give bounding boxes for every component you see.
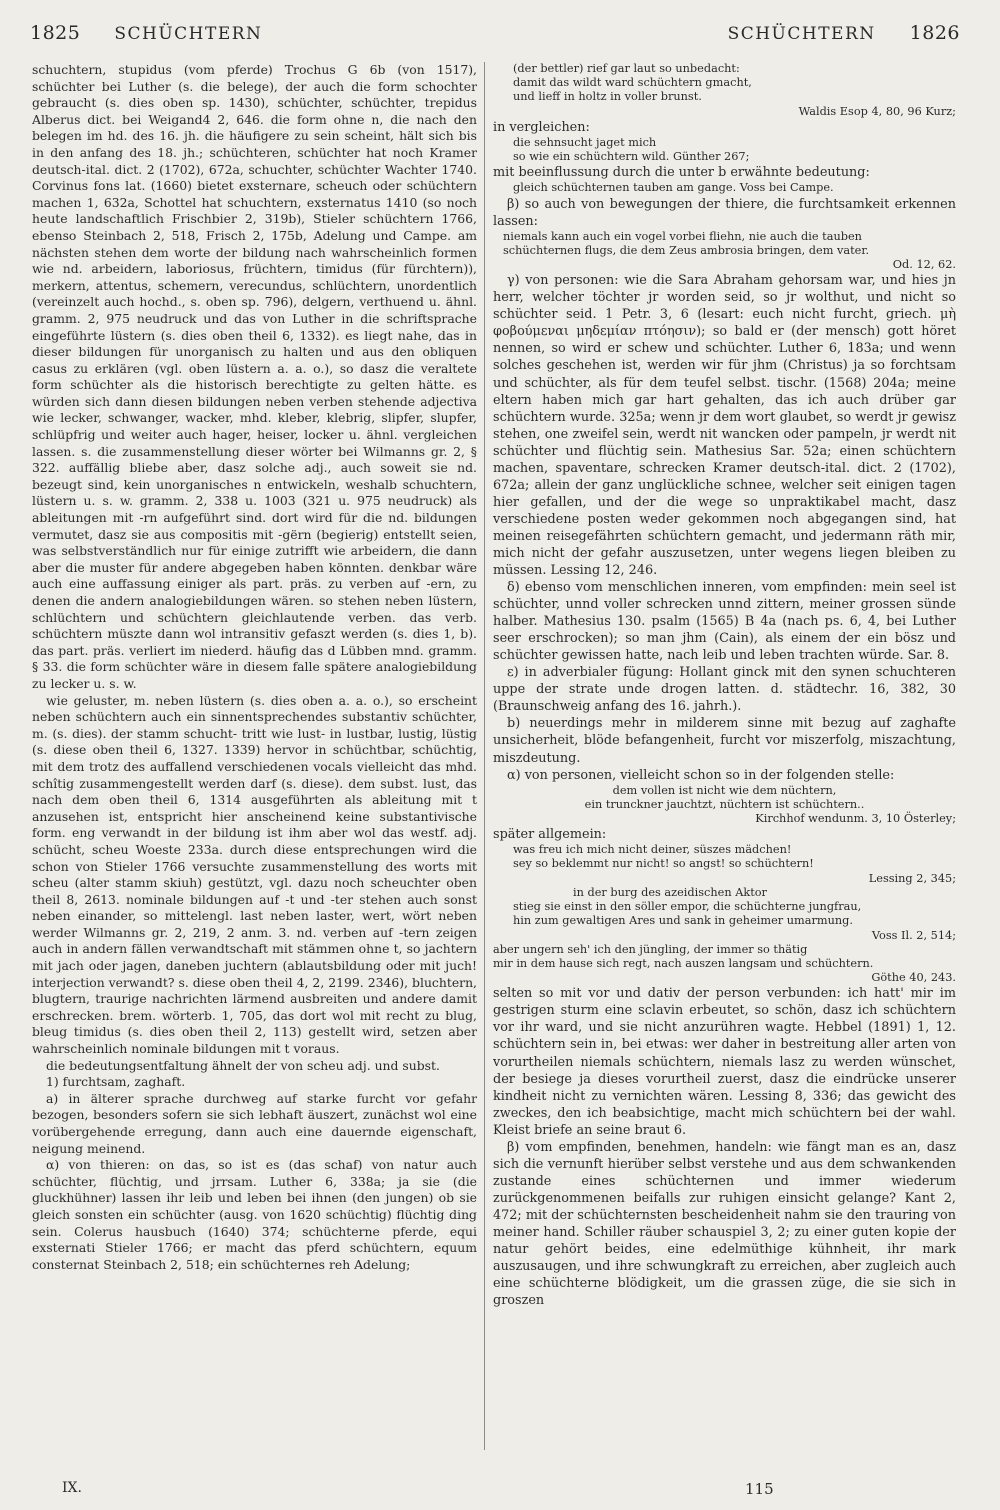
right-column (493, 62, 956, 1455)
sense-b-alpha-paragraph: α) von personen, vielleicht schon so in der folgenden stelle: (507, 767, 895, 783)
text-line: mit beeinflussung durch die unter b erwähnte bedeutung: (493, 165, 870, 181)
quote-block (513, 181, 956, 195)
left-running-head: SCHÜCHTERN (114, 24, 263, 44)
quote-block (493, 784, 956, 812)
quote-block (493, 943, 956, 971)
quote-line: ein trunckner jauchtzt, nüchtern ist schüchtern.. (584, 797, 865, 811)
usage-paragraph: selten so mit vor und dativ der person verbunden: ich hatt' mir im gestrigen sturm eine sclavin erbeutet, so schön, dasz ich schüchtern vor ihr ward, und sie nicht anzurühren wagte. Hebbel (1891) 1, 12. schüchtern sein in, bei etwas: wer daher in bestreitung aller arten von vorurtheilen niemals schüchtern, niemals lasz zu werden wünschet, der besiege ja dieses vorurtheil zuerst, dasz die eindrücke unserer kindheit nicht zu vernichten wären. Lessing 8, 336; das gewicht des zweckes, den ich beabsichtige, macht mich schüchtern bei der wahl. Kleist briefe an seine braut 6. (493, 986, 956, 1138)
quote-line: gleich schüchternen tauben am gange. Voss bei Campe. (513, 181, 834, 195)
citation: Od. 12, 62. (892, 258, 956, 272)
text-line: in vergleichen: (493, 119, 590, 135)
citation: Lessing 2, 345; (868, 871, 956, 885)
sense-1a-paragraph: a) in älterer sprache durchweg auf starke furcht vor gefahr bezogen, besonders sofern sie sich lebhaft äuszert, zunächst wol eine vorübergehende erregung, dann auch eine dauernde eigenschaft, neigung meinend. (32, 1090, 477, 1156)
quote-line: sey so beklemmt nur nicht! so angst! so schüchtern! (513, 857, 814, 871)
quote-line: und lieff in holtz in voller brunst. (513, 90, 702, 104)
citation: Waldis Esop 4, 80, 96 Kurz; (798, 104, 956, 118)
sense-delta-paragraph: δ) ebenso vom menschlichen inneren, vom empfinden: mein seel ist schüchter, unnd voller schrecken unnd zittern, meiner grossen sünde halber. Mathesius 130. psalm (1565) B 4a (nach ps. 6, 4, bei Luther seer erschrocken); so man jhm (Cain), als einem der ein bösz und schüchter gewissen hatte, nach leib und leben trachten würde. Sar. 8. (493, 580, 956, 664)
right-page-number: 1826 (909, 22, 960, 44)
citation: Voss Il. 2, 514; (871, 928, 956, 942)
semantic-development-paragraph: die bedeutungsentfaltung ähnelt der von scheu adj. und subst. (46, 1057, 440, 1073)
sense-gamma-paragraph: γ) von personen: wie die Sara Abraham gehorsam war, und hies jn herr, welcher töchter jr worden seid, so jr wolthut, und nicht so schüchter seid. 1 Petr. 3, 6 (lesart: euch nicht furcht, griech. μὴ φοβούμεναι μηδεμίαν πτόησιν); so bald er (der mensch) gott höret nennen, so wird er schew und schüchter. Luther 6, 183a; und wenn solches geschehen ist, werden wir für jhm (Christus) ja so forchtsam und schüchter, als für dem teufel selbst. tischr. (1568) 204a; meine eltern haben mich gar hart gehalten, das ich auch drüber gar schüchtern wurde. 325a; wenn jr dem wort glaubet, so werdt jr gewisz stehen, one zweifel sein, werdt nit wancken oder pampeln, jr werdt nit schüchter und flüchtig sein. Mathesius Sar. 52a; einen schüchtern machen, spaventare, schrecken Kramer deutsch-ital. dict. 2 (1702), 672a; allein der ganz unglückliche schnee, welcher seit einigen tagen hier gefallen, und der die wege so unpraktikabel macht, dasz verschiedene posten weder gekommen noch abgegangen sind, hat meinen reisegefährten schüchtern gemacht, und jedermann räth mir, mich nicht der gefahr auszusetzen, unter wegens liegen bleiben zu müssen. Lessing 12, 246. (493, 273, 956, 579)
header-left (30, 22, 262, 44)
quote-line: so wie ein schüchtern wild. Günther 267; (513, 150, 750, 164)
quote-line: in der burg des azeidischen Aktor (573, 885, 767, 899)
quote-line: stieg sie einst in den söller empor, die schüchterne jungfrau, (513, 900, 862, 914)
quote-line: was freu ich mich nicht deiner, süszes mädchen! (513, 843, 792, 857)
sense-1a-alpha-paragraph: α) von thieren: on das, so ist es (das schaf) von natur auch schüchter, flüchtig, und jrrsam. Luther 6, 338a; ja sie (die gluckhühner) lassen ihr leib und leben bei ihnen (den jungen) ob sie gleich sonsten ein schüchter (ausg. von 1620 schüchtig) flüchtig ding sein. Colerus hausbuch (1640) 374; schüchterne pferde, equi exsternati Stieler 1766; er macht das pferd schüchtern, equum consternat Steinbach 2, 518; ein schüchternes reh Adelung; (32, 1157, 477, 1272)
etymology-paragraph: schuchtern, stupidus (vom pferde) Trochus G 6b (von 1517), schüchter bei Luther (s. die belege), der auch die form schochter gebraucht (s. dies oben sp. 1430), schüchter, schüchter, trepidus Alberus dict. bei Weigand4 2, 646. die form ohne n, die nach den belegen im hd. des 16. jh. die häufigere zu sein scheint, hält sich bis in den anfang des 18. jh.; schüchteren, schüchter hat noch Kramer deutsch-ital. dict. 2 (1702), 672a, schuchter, schüchter Wachter 1740. Corvinus fons lat. (1660) bietet exsternare, scheuch oder schüchtern machen 1, 632a, Schottel hat schuchtern, exsternatus 1410 (so noch heute landschaftlich Frischbier 2, 319b), Stieler schüchtern 1766, ebenso Steinbach 2, 518, Frisch 2, 175b, Adelung und Campe. am nächsten stehen dem worte der bildung nach wahrscheinlich formen wie nd. arbeidern, laboriosus, früchtern, timidus (für fürchtern)), merkern, attentus, schemern, verecundus, schlüchtern, unordentlich (vereinzelt auch hochd., s. oben sp. 796), delgern, verthuend u. ähnl. gramm. 2, 975 neudruck und das von Luther in die schriftsprache eingeführte lüstern (s. dies oben theil 6, 1332). es liegt nahe, das in dieser bildungen für unorganisch zu halten und aus den obliquen casus zu erklären (vgl. oben lüstern a. a. o.), so dasz die veraltete form schüchter als die historisch berechtigte zu gelten hätte. es würden sich dann diesen bildungen neben verben stehende adjectiva wie lecker, schwanger, wacker, mhd. kleber, klebrig, slipfer, slupfer, schlüpfrig und weiter auch hager, heiser, locker u. ähnl. vergleichen lassen. s. die zusammenstellung dieser wörter bei Wilmanns gr. 2, § 322. auffällig bliebe aber, dasz solche adj., auch soweit sie nd. bezeugt sind, kein unorganisches n entwickeln, weshalb schuchtern, lüstern u. s. w. gramm. 2, 338 u. 1003 (321 u. 975 neudruck) als ableitungen mit -rn aufgeführt sind. dort wird für die nd. bildungen vermutet, dasz sie aus compositis mit -gërn (begierig) entstellt seien, was selbstverständlich nur für einige zutrifft wie arbeidern, die dann aber die muster für andere abgegeben haben könnten. denkbar wäre auch eine auffassung einiger als part. präs. zu verben auf -ern, zu denen die andern analogiebildungen wären. so stehen neben lüstern, schlüchtern und schüchtern gleichlautende verben. das verb. schüchtern müszte dann wol intransitiv gefaszt werden (s. dies 1, b). das part. präs. verliert im niederd. häufig das d Lübben mnd. gramm. § 33. die form schüchter wäre in diesem falle spätere analogiebildung zu lecker u. s. w. (32, 62, 477, 691)
sense-b-paragraph: b) neuerdings mehr in milderem sinne mit bezug auf zaghafte unsicherheit, blöde befangenheit, furcht vor miszerfolg, miszachtung, miszdeutung. (493, 716, 956, 766)
quote-line: damit das wildt ward schüchtern gmacht, (513, 76, 752, 90)
left-column (32, 62, 477, 1455)
sense-1-heading: 1) furchtsam, zaghaft. (46, 1074, 186, 1090)
quote-line: (der bettler) rief gar laut so unbedacht: (513, 62, 740, 75)
stem-paragraph: wie geluster, m. neben lüstern (s. dies oben a. a. o.), so erscheint neben schüchtern auch ein sinnentsprechendes substantiv schüchter, m. (s. dies). der stamm schucht- tritt wie lust- in lustbar, lustig, lüstig (s. diese oben theil 6, 1327. 1339) hervor in schüchtbar, schüchtig, mit dem trotz des auffallend verschiedenen vocals vielleicht das mhd. schîtig zusammengestellt werden darf (s. diese). dem subst. lust, das nach dem oben theil 6, 1314 ausgeführten als ableitung mit t anzusehen ist, entspricht hier anscheinend keine substantivische form. eng verwandt in der bildung ist ihm aber wol das westf. adj. schücht, scheu Woeste 233a. durch diese entsprechungen wird die schon von Stieler 1766 versuchte zusammenstellung des worts mit scheu (alter stamm skiuh) gestützt, vgl. dazu noch scheuchter oben theil 8, 2613. nominale bildungen auf -t und -ter stehen auch sonst neben einander, so mittelengl. last neben laster, wert, wört neben werder Wilmanns gr. 2, 219, 2 anm. 3. nd. verben auf -tern zeigen auch in andern fällen verwandtschaft mit stämmen ohne t, so jachtern mit jach oder jagen, daneben juchtern (ablautsbildung oder mit juch! interjection verwandt? s. diese oben theil 4, 2, 2199. 2346), bluchtern, blugtern, traurige nachrichten lärmend ausbreiten und andere damit erschrecken. brem. wörterb. 1, 705, das dort wol mit recht zu blug, bleug timidus (s. dies oben theil 2, 113) gestellt wird, setzen aber wahrscheinlich nominale bildungen mit t voraus. (32, 692, 477, 1057)
right-running-head: SCHÜCHTERN (727, 24, 876, 44)
text-line: später allgemein: (493, 827, 607, 843)
sheet-number: 115 (745, 1480, 774, 1498)
sense-beta-paragraph: β) so auch von bewegungen der thiere, die furchtsamkeit erkennen lassen: (493, 196, 956, 229)
quote-line: die sehnsucht jaget mich (513, 135, 657, 149)
quote-line: aber ungern seh' ich den jüngling, der immer so thätig (493, 942, 808, 956)
quote-line: hin zum gewaltigen Ares und sank in geheimer umarmung. (513, 914, 853, 928)
quote-block (503, 230, 956, 258)
column-divider (484, 62, 485, 1450)
citation: Göthe 40, 243. (871, 971, 956, 985)
quote-line: schüchternen flugs, die dem Zeus ambrosia bringen, dem vater. (503, 243, 870, 257)
page-header (30, 22, 960, 52)
header-right (728, 22, 960, 44)
quote-line: niemals kann auch ein vogel vorbei fliehn, nie auch die tauben (503, 229, 862, 243)
sense-epsilon-paragraph: ε) in adverbialer fügung: Hollant ginck mit den synen schuchteren uppe der strate unde drogen latten. d. städtechr. 16, 382, 30 (Braunschweig anfang des 16. jahrh.). (493, 665, 956, 715)
quote-block (513, 886, 956, 929)
quote-block (513, 136, 956, 164)
sense-b-beta-paragraph: β) vom empfinden, benehmen, handeln: wie fängt man es an, dasz sich die vernunft hierüber selbst verstehe und aus dem schwankenden zustande eines schüchternen und immer wiederum zurückgenommenen beifalls zur ruhigen einsicht gelange? Kant 2, 472; mit der schüchternsten bescheidenheit nahm sie den trauring von meiner hand. Schiller räuber schauspiel 3, 2; zu einer guten kopie der natur gehört beides, eine edelmüthige kühnheit, ihr mark auszusaugen, und ihre schwungkraft zu erreichen, aber zugleich auch eine schüchterne blödigkeit, um die grassen züge, die sie sich in groszen (493, 1139, 956, 1309)
signature-mark: IX. (62, 1480, 82, 1496)
quote-block (513, 843, 956, 871)
citation: Kirchhof wendunm. 3, 10 Österley; (755, 812, 956, 826)
left-page-number: 1825 (30, 22, 81, 44)
quote-line: dem vollen ist nicht wie dem nüchtern, (612, 783, 837, 797)
quote-block (513, 62, 956, 105)
quote-line: mir in dem hause sich regt, nach auszen langsam und schüchtern. (493, 956, 874, 970)
